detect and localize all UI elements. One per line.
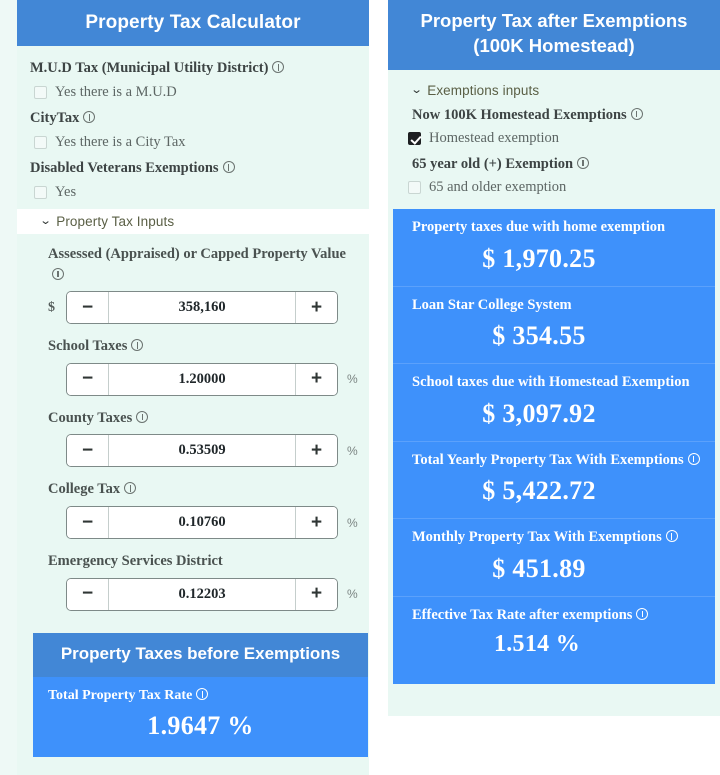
county-taxes-increment-button[interactable]: + — [295, 435, 337, 466]
school-taxes-input[interactable]: 1.20000 — [109, 364, 295, 395]
emergency-services-label: Emergency Services District — [48, 553, 223, 570]
veterans-exemption-label-text: Disabled Veterans Exemptions — [30, 160, 219, 177]
info-icon[interactable] — [631, 108, 643, 120]
college-tax-percent-sign: % — [347, 515, 358, 530]
college-system-label: Loan Star College System — [412, 296, 572, 313]
mud-tax-label-text: M.U.D Tax (Municipal Utility District) — [30, 60, 269, 77]
result-block — [393, 363, 715, 441]
total-property-tax-rate-value: 1.9647 % — [147, 710, 254, 740]
info-icon[interactable] — [636, 608, 648, 620]
school-taxes-row — [17, 361, 369, 404]
right-panel-title: Property Tax after Exemptions (100K Homestead) — [388, 0, 720, 70]
result-block — [393, 596, 715, 671]
veterans-checkbox[interactable] — [34, 186, 47, 199]
college-tax-label — [17, 475, 369, 504]
veterans-checkbox-label: Yes — [55, 184, 77, 201]
left-panel-title: Property Tax Calculator — [17, 0, 369, 46]
chevron-down-icon: ⌄ — [39, 215, 52, 228]
school-taxes-homestead-label: School taxes due with Homestead Exemption — [412, 374, 690, 391]
assessed-value-increment-button[interactable]: + — [295, 292, 337, 323]
info-icon[interactable] — [688, 453, 700, 465]
senior-exemption-label — [388, 152, 720, 176]
mud-tax-label — [17, 55, 369, 81]
assessed-value-stepper[interactable] — [66, 291, 338, 324]
total-property-tax-rate-label-text: Total Property Tax Rate — [48, 688, 193, 704]
property-tax-inputs-group — [17, 234, 369, 618]
page-bottom-whitespace — [388, 716, 720, 775]
homestead-checkbox[interactable] — [408, 132, 421, 145]
emergency-services-decrement-button[interactable]: − — [67, 579, 109, 610]
exemption-results-stack — [393, 209, 715, 684]
college-tax-decrement-button[interactable]: − — [67, 507, 109, 538]
info-icon[interactable] — [666, 530, 678, 542]
info-icon[interactable] — [131, 339, 143, 351]
effective-tax-rate-label — [393, 606, 715, 626]
info-icon[interactable] — [136, 411, 148, 423]
left-gutter — [0, 0, 17, 775]
info-icon[interactable] — [272, 61, 284, 73]
assessed-value-decrement-button[interactable]: − — [67, 292, 109, 323]
monthly-tax-value: $ 451.89 — [492, 553, 586, 583]
total-yearly-tax-label — [393, 451, 715, 471]
city-tax-label — [17, 105, 369, 131]
college-tax-input[interactable]: 0.10760 — [109, 507, 295, 538]
county-taxes-label — [17, 404, 369, 433]
homestead-exemption-label-text: Now 100K Homestead Exemptions — [412, 106, 627, 123]
property-tax-inputs-toggle[interactable] — [17, 209, 369, 234]
senior-checkbox-label: 65 and older exemption — [429, 178, 567, 195]
exemptions-inputs-toggle-label: Exemptions inputs — [427, 82, 540, 98]
total-yearly-tax-value: $ 5,422.72 — [482, 476, 596, 506]
school-taxes-decrement-button[interactable]: − — [67, 364, 109, 395]
assessed-value-input[interactable]: 358,160 — [109, 292, 295, 323]
homestead-checkbox-label: Homestead exemption — [429, 129, 560, 146]
info-icon[interactable] — [223, 161, 235, 173]
school-taxes-increment-button[interactable]: + — [295, 364, 337, 395]
taxes-before-exemptions-body — [33, 677, 368, 757]
veterans-checkbox-row[interactable] — [17, 181, 369, 205]
currency-prefix: $ — [48, 299, 55, 315]
college-tax-label-text: College Tax — [48, 481, 121, 498]
college-tax-increment-button[interactable]: + — [295, 507, 337, 538]
school-taxes-label-text: School Taxes — [48, 338, 128, 355]
mud-checkbox-row[interactable] — [17, 81, 369, 105]
info-icon[interactable] — [124, 482, 136, 494]
result-block — [393, 209, 715, 286]
city-tax-checkbox-row[interactable] — [17, 131, 369, 155]
chevron-down-icon: ⌄ — [410, 83, 423, 96]
total-property-tax-rate-label — [33, 686, 368, 706]
home-exemption-taxes-value: $ 1,970.25 — [482, 243, 596, 273]
school-taxes-label — [17, 332, 369, 361]
right-panel-body — [388, 70, 720, 684]
city-tax-checkbox-label: Yes there is a City Tax — [55, 134, 186, 151]
emergency-services-stepper[interactable] — [66, 578, 338, 611]
monthly-tax-label-text: Monthly Property Tax With Exemptions — [412, 529, 662, 546]
effective-tax-rate-label-text: Effective Tax Rate after exemptions — [412, 606, 633, 623]
emergency-services-percent-sign: % — [347, 587, 358, 602]
school-taxes-percent-sign: % — [347, 372, 358, 387]
taxes-before-exemptions-title: Property Taxes before Exemptions — [33, 633, 368, 677]
county-taxes-percent-sign: % — [347, 443, 358, 458]
exemptions-inputs-toggle[interactable] — [388, 78, 720, 103]
senior-checkbox[interactable] — [408, 181, 421, 194]
info-icon[interactable] — [577, 157, 589, 169]
emergency-services-input[interactable]: 0.12203 — [109, 579, 295, 610]
county-taxes-stepper[interactable] — [66, 434, 338, 467]
assessed-value-label — [17, 240, 369, 289]
left-panel-body — [17, 46, 369, 757]
assessed-value-label-text: Assessed (Appraised) or Capped Property Value — [48, 246, 346, 263]
result-block — [393, 518, 715, 596]
effective-tax-rate-value: 1.514 % — [493, 631, 581, 658]
info-icon[interactable] — [196, 688, 208, 700]
total-yearly-tax-label-text: Total Yearly Property Tax With Exemptions — [412, 451, 684, 468]
mud-checkbox[interactable] — [34, 86, 47, 99]
left-panel — [17, 0, 369, 775]
monthly-tax-label — [393, 528, 715, 548]
right-panel — [388, 0, 720, 775]
property-tax-inputs-toggle-label: Property Tax Inputs — [56, 214, 175, 230]
college-tax-stepper[interactable] — [66, 506, 338, 539]
college-tax-row — [17, 504, 369, 547]
county-taxes-label-text: County Taxes — [48, 409, 133, 426]
veterans-exemption-label — [17, 155, 369, 181]
home-exemption-taxes-label: Property taxes due with home exemption — [412, 218, 666, 235]
college-system-value: $ 354.55 — [492, 321, 586, 351]
assessed-value-row — [17, 289, 369, 332]
school-taxes-homestead-value: $ 3,097.92 — [482, 398, 596, 428]
city-tax-label-text: CityTax — [30, 110, 80, 127]
county-taxes-row — [17, 432, 369, 475]
city-tax-checkbox[interactable] — [34, 136, 47, 149]
county-taxes-input[interactable]: 0.53509 — [109, 435, 295, 466]
info-icon[interactable] — [83, 111, 95, 123]
result-block — [393, 286, 715, 364]
result-block — [393, 441, 715, 519]
emergency-services-row — [17, 576, 369, 619]
senior-checkbox-row[interactable] — [388, 176, 720, 201]
emergency-services-increment-button[interactable]: + — [295, 579, 337, 610]
county-taxes-decrement-button[interactable]: − — [67, 435, 109, 466]
school-taxes-stepper[interactable] — [66, 363, 338, 396]
info-icon[interactable] — [52, 268, 64, 280]
homestead-checkbox-row[interactable] — [388, 127, 720, 152]
homestead-exemption-label — [388, 103, 720, 127]
mud-checkbox-label: Yes there is a M.U.D — [55, 84, 177, 101]
taxes-before-exemptions-card — [33, 633, 368, 757]
senior-exemption-label-text: 65 year old (+) Exemption — [412, 155, 574, 172]
